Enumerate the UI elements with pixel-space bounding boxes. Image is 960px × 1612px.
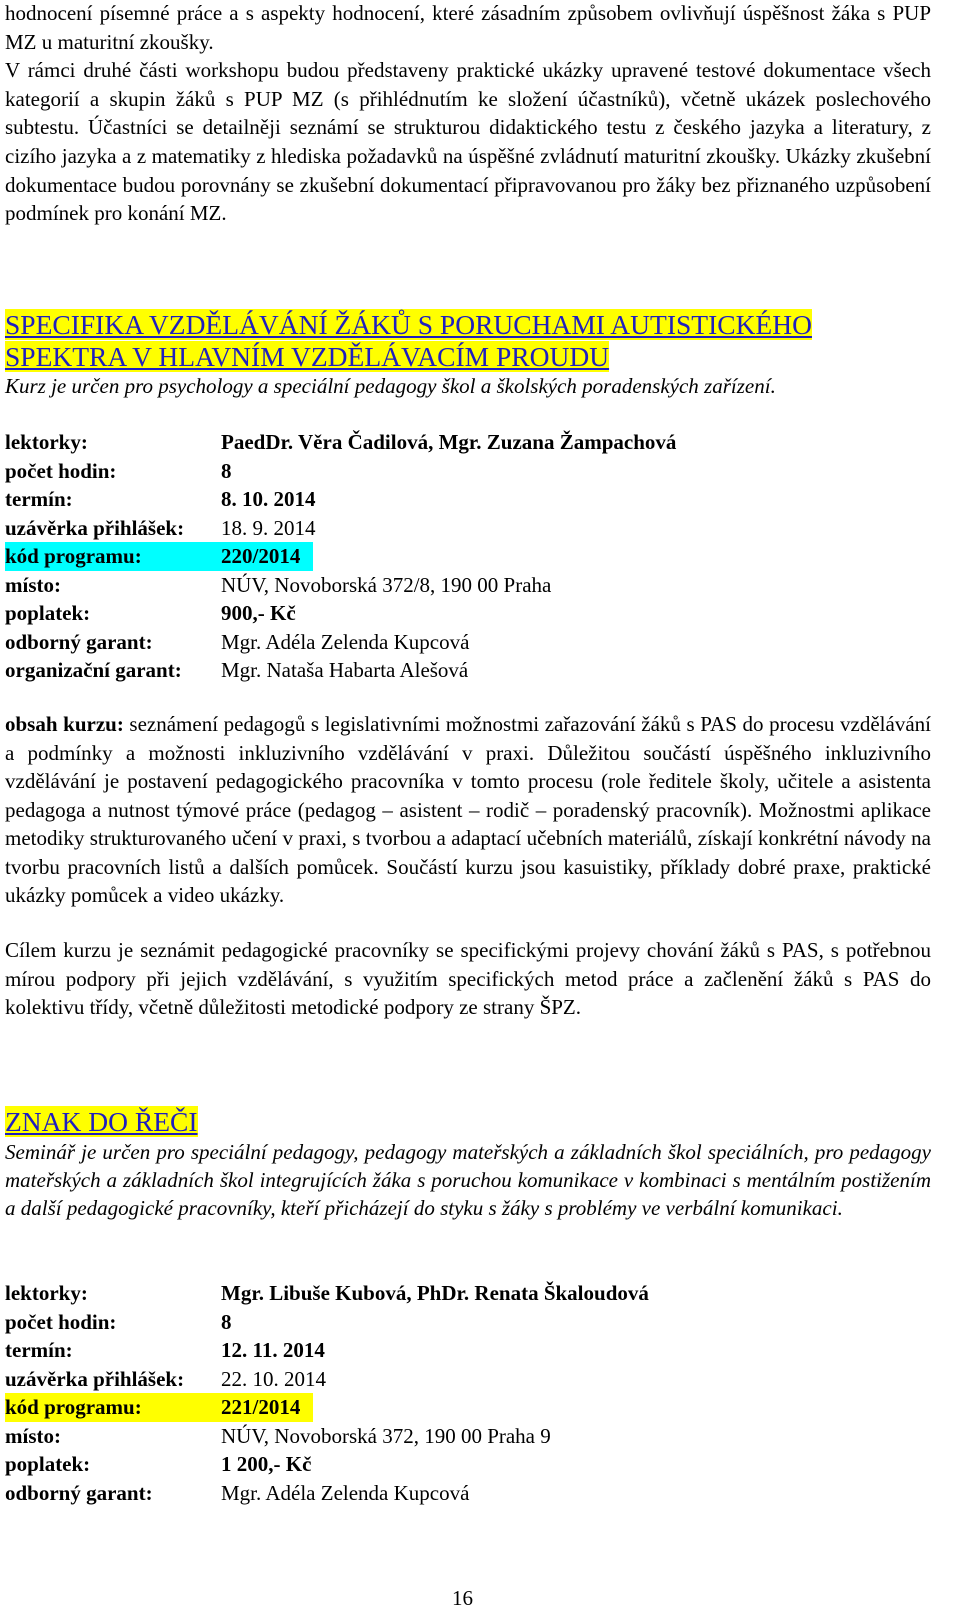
label: lektorky: xyxy=(5,1281,88,1305)
label: místo: xyxy=(5,1423,61,1448)
course1-title xyxy=(5,309,931,373)
course1-intro: Kurz je určen pro psychology a speciální pedagogy škol a školských poradenských zařízení. xyxy=(5,374,776,398)
info-row-termin xyxy=(5,485,931,514)
info-row-garant xyxy=(5,628,931,657)
obsah-label: obsah kurzu: xyxy=(5,712,124,736)
label: kód programu: xyxy=(5,544,142,568)
value: NÚV, Novoborská 372, 190 00 Praha 9 xyxy=(221,1423,551,1448)
info-row-garant xyxy=(5,1479,931,1508)
info-row-hodin xyxy=(5,457,931,486)
label: počet hodin: xyxy=(5,458,117,483)
label: poplatek: xyxy=(5,601,91,625)
info-row-hodin xyxy=(5,1308,931,1337)
course2-intro: Seminář je určen pro speciální pedagogy, pedagogy mateřských a základních škol speciálních, pro pedagogy mateřských a základních škol integrujících žáka s poruchou komunikace v kombinaci s mentálním postižením a další pedagogické pracovníky, kteří přicházejí do styku s žáky s problémy ve verbální komunikaci. xyxy=(5,1140,931,1220)
info-row-lektorky xyxy=(5,1279,931,1308)
label: lektorky: xyxy=(5,430,88,454)
info-row-kod xyxy=(5,542,931,571)
info-row-termin xyxy=(5,1336,931,1365)
value: 8 xyxy=(221,1309,232,1334)
course2-info xyxy=(5,1279,931,1507)
value: 18. 9. 2014 xyxy=(221,515,316,540)
label: termín: xyxy=(5,487,73,511)
value: 12. 11. 2014 xyxy=(221,1338,325,1362)
label: odborný garant: xyxy=(5,1480,153,1505)
info-row-misto xyxy=(5,1422,931,1451)
course1-info xyxy=(5,428,931,685)
label: uzávěrka přihlášek: xyxy=(5,515,185,540)
label: uzávěrka přihlášek: xyxy=(5,1366,185,1391)
course1-title-line1: SPECIFIKA VZDĚLÁVÁNÍ ŽÁKŮ S PORUCHAMI AUTISTICKÉHO xyxy=(5,309,812,340)
info-row-org-garant xyxy=(5,656,931,685)
value: 22. 10. 2014 xyxy=(221,1366,326,1391)
label: odborný garant: xyxy=(5,629,153,654)
value: 220/2014 xyxy=(221,544,301,568)
info-row-lektorky xyxy=(5,428,931,457)
label: kód programu: xyxy=(5,1395,142,1419)
label: poplatek: xyxy=(5,1452,91,1476)
course1-title-line2: SPEKTRA V HLAVNÍM VZDĚLÁVACÍM PROUDU xyxy=(5,341,610,372)
info-row-uzaverka xyxy=(5,514,931,543)
value: 8. 10. 2014 xyxy=(221,487,316,511)
paragraph-workshop-part2: V rámci druhé části workshopu budou představeny praktické ukázky upravené testové dokumentace všech kategorií a skupin žáků s PUP MZ (s přihlédnutím ke složení účastníků), včetně ukázek poslechového subtestu. Účastníci se detailněji seznámí se strukturou didaktického testu z českého jazyka a literatury, z cizího jazyka a z matematiky z hlediska požadavků na úspěšné zvládnutí maturitní zkoušky. Ukázky zkušební dokumentace budou porovnány se zkušební dokumentací připravovanou pro žáky bez přiznaného uzpůsobení podmínek pro konání MZ. xyxy=(5,58,931,226)
value: Mgr. Adéla Zelenda Kupcová xyxy=(221,629,470,654)
paragraph-continuation: hodnocení písemné práce a s aspekty hodnocení, které zásadním způsobem ovlivňují úspěšnost žáka s PUP MZ u maturitní zkoušky. xyxy=(5,1,931,54)
info-row-poplatek xyxy=(5,1450,931,1479)
value: Mgr. Libuše Kubová, PhDr. Renata Škaloudová xyxy=(221,1281,649,1305)
value: 1 200,- Kč xyxy=(221,1452,312,1476)
course1-content xyxy=(5,710,931,910)
info-row-misto xyxy=(5,571,931,600)
obsah-text: seznámení pedagogů s legislativními možnostmi zařazování žáků s PAS do procesu vzdělávání a podmínky a možnosti inkluzivního vzdělávání v praxi. Důležitou součástí úspěšného inkluzivního vzdělávání je postavení pedagogického pracovníka v tomto procesu (role ředitele školy, učitele a asistenta pedagoga a nutnost týmové práce (pedagog – asistent – rodič – poradenský pracovník). Možnostmi aplikace metodiky strukturovaného učení v praxi, s tvorbou a adaptací učebních materiálů, získají konkrétní návody na tvorbu pracovních listů a dalších pomůcek. Součástí kurzu jsou kasuistiky, příklady dobré praxe, praktické ukázky pomůcek a video ukázky. xyxy=(5,712,931,907)
info-row-uzaverka xyxy=(5,1365,931,1394)
intro-text-block xyxy=(5,0,931,228)
value: Mgr. Nataša Habarta Alešová xyxy=(221,658,469,682)
info-row-poplatek xyxy=(5,599,931,628)
value: PaedDr. Věra Čadilová, Mgr. Zuzana Žampachová xyxy=(221,430,677,454)
value: Mgr. Adéla Zelenda Kupcová xyxy=(221,1480,470,1505)
course2-title xyxy=(5,1106,931,1138)
course2-title-text: ZNAK DO ŘEČI xyxy=(5,1106,198,1137)
course1-goal: Cílem kurzu je seznámit pedagogické pracovníky se specifickými projevy chování žáků s PAS, s potřebnou mírou podpory při jejich vzdělávání, s využitím specifických metod práce a začlenění žáků s PAS do kolektivu třídy, včetně důležitosti metodické podpory ze strany ŠPZ. xyxy=(5,938,931,1019)
label: počet hodin: xyxy=(5,1309,117,1334)
page-number: 16 xyxy=(452,1586,473,1610)
value: NÚV, Novoborská 372/8, 190 00 Praha xyxy=(221,572,552,597)
value: 900,- Kč xyxy=(221,601,296,625)
label: termín: xyxy=(5,1338,73,1362)
label: místo: xyxy=(5,572,61,597)
info-row-kod xyxy=(5,1393,931,1422)
label: organizační garant: xyxy=(5,658,182,682)
value: 8 xyxy=(221,458,232,483)
value: 221/2014 xyxy=(221,1395,301,1419)
